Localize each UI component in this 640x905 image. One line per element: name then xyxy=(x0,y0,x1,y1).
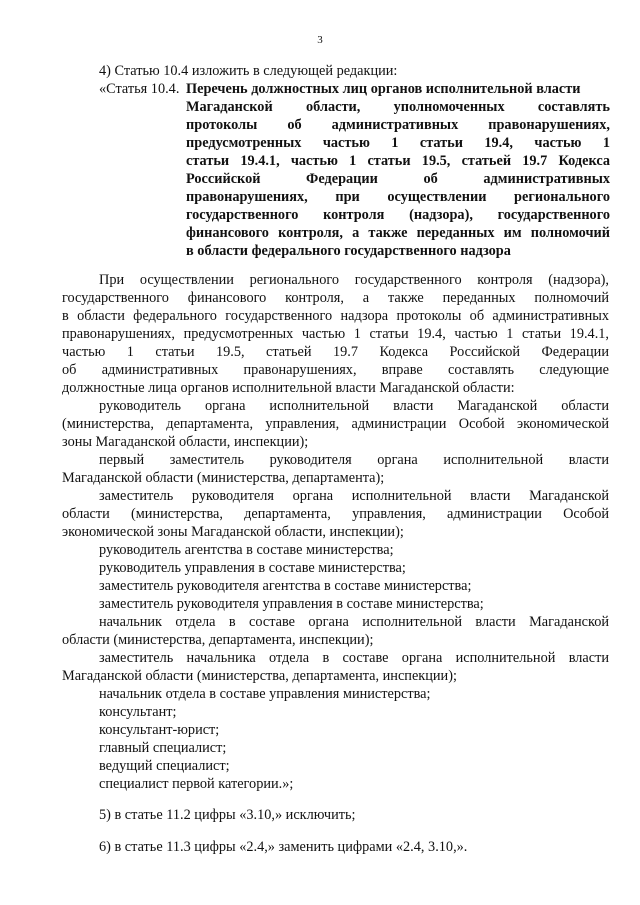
body-line: руководитель управления в составе министерства; xyxy=(99,560,406,576)
body-line: области (министерства, департамента, управления, администрации Особой xyxy=(62,506,609,522)
article-title-line: Российской Федерации об административных xyxy=(186,171,610,187)
body-line: Магаданской области (министерства, департамента); xyxy=(62,470,385,486)
body-line: специалист первой категории.»; xyxy=(99,776,294,792)
body-line: в области федерального государственного надзора протоколы об административных xyxy=(62,308,609,324)
article-title-line: в области федерального государственного надзора xyxy=(186,243,511,259)
body-line: заместитель руководителя управления в составе министерства; xyxy=(99,596,484,612)
article-title-line: финансового контроля, а также переданных им полномочий xyxy=(186,225,610,241)
body-line: начальник отдела в составе органа исполнительной власти Магаданской xyxy=(99,614,609,630)
article-title-line: Магаданской области, уполномоченных составлять xyxy=(186,99,610,115)
body-line: Магаданской области (министерства, департамента, инспекции); xyxy=(62,668,457,684)
body-line: зоны Магаданской области, инспекции); xyxy=(62,434,309,450)
body-line: экономической зоны Магаданской области, инспекции); xyxy=(62,524,404,540)
article-title-line: предусмотренных частью 1 статьи 19.4, частью 1 xyxy=(186,135,610,151)
body-line: (министерства, департамента, управления, администрации Особой экономической xyxy=(62,416,609,432)
item-6: 6) в статье 11.3 цифры «2.4,» заменить цифрами «2.4, 3.10,». xyxy=(99,839,468,855)
body-line: должностные лица органов исполнительной власти Магаданской области: xyxy=(62,380,515,396)
body-line: консультант-юрист; xyxy=(99,722,220,738)
body-line: заместитель начальника отдела в составе органа исполнительной власти xyxy=(99,650,609,666)
body-line: заместитель руководителя агентства в составе министерства; xyxy=(99,578,472,594)
body-line: главный специалист; xyxy=(99,740,227,756)
article-title-line: правонарушениях, при осуществлении регионального xyxy=(186,189,610,205)
body-line: При осуществлении регионального государственного контроля (надзора), xyxy=(99,272,609,288)
article-prefix: «Статья 10.4. xyxy=(99,81,180,97)
body-line: правонарушениях, предусмотренных частью 1 статьи 19.4, частью 1 статьи 19.4.1, xyxy=(62,326,609,342)
body-line: ведущий специалист; xyxy=(99,758,230,774)
article-title-line: Перечень должностных лиц органов исполнительной власти xyxy=(186,81,581,97)
item-5: 5) в статье 11.2 цифры «3.10,» исключить; xyxy=(99,807,356,823)
body-line: государственного финансового контроля, а также переданных полномочий xyxy=(62,290,609,306)
body-line: руководитель агентства в составе министерства; xyxy=(99,542,394,558)
article-title-line: статьи 19.4.1, частью 1 статьи 19.5, статьей 19.7 Кодекса xyxy=(186,153,610,169)
body-line: области (министерства, департамента, инспекции); xyxy=(62,632,374,648)
body-line: начальник отдела в составе управления министерства; xyxy=(99,686,431,702)
body-line: об административных правонарушениях, вправе составлять следующие xyxy=(62,362,609,378)
article-title-line: протоколы об административных правонарушениях, xyxy=(186,117,610,133)
page-number: 3 xyxy=(317,34,323,46)
body-line: консультант; xyxy=(99,704,177,720)
article-title-line: государственного контроля (надзора), государственного xyxy=(186,207,610,223)
body-line: руководитель органа исполнительной власти Магаданской области xyxy=(99,398,609,414)
body-line: первый заместитель руководителя органа исполнительной власти xyxy=(99,452,609,468)
body-line: заместитель руководителя органа исполнительной власти Магаданской xyxy=(99,488,609,504)
body-line: частью 1 статьи 19.5, статьей 19.7 Кодекса Российской Федерации xyxy=(62,344,609,360)
item-4-intro: 4) Статью 10.4 изложить в следующей редакции: xyxy=(99,63,398,79)
